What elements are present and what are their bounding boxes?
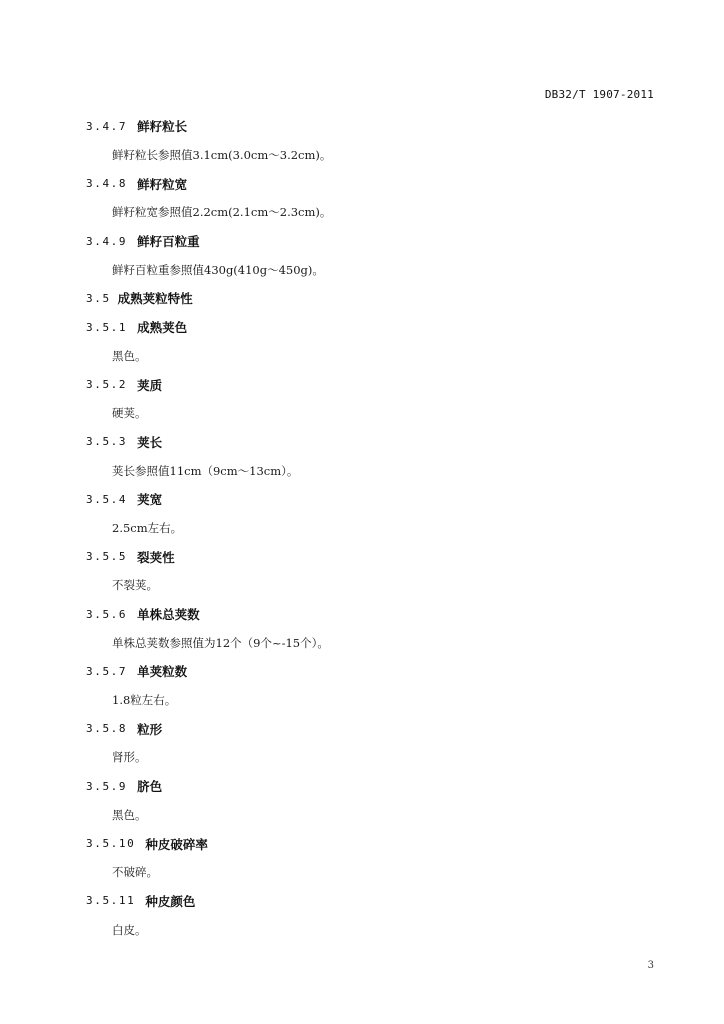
section-body-3-5-1: 黑色。 bbox=[112, 348, 147, 363]
section-number: 3.5.3 bbox=[86, 435, 128, 449]
section-number: 3.5.9 bbox=[86, 779, 128, 793]
section-title: 鲜籽粒宽 bbox=[137, 176, 188, 192]
section-title: 脐色 bbox=[137, 779, 163, 795]
section-number: 3.4.8 bbox=[86, 177, 128, 191]
section-number: 3.5 bbox=[86, 291, 111, 305]
section-heading-3-5-8 bbox=[86, 714, 666, 743]
section-title: 荚宽 bbox=[137, 492, 163, 508]
section-body-3-5-7: 1.8粒左右。 bbox=[112, 693, 177, 708]
page-number: 3 bbox=[647, 960, 654, 971]
section-title: 粒形 bbox=[137, 721, 163, 737]
section-heading-3-4-7 bbox=[86, 112, 666, 141]
section-body-3-5-5: 不裂荚。 bbox=[112, 578, 158, 593]
section-heading-3-5-7 bbox=[86, 657, 666, 686]
section-body-3-5-3: 荚长参照值11cm（9cm～13cm）。 bbox=[112, 463, 299, 478]
section-heading-3-5-2 bbox=[86, 370, 666, 399]
section-body-3-5-9: 黑色。 bbox=[112, 807, 147, 822]
section-number: 3.5.5 bbox=[86, 550, 128, 564]
section-body-3-5-10: 不破碎。 bbox=[112, 865, 158, 880]
section-body-3-5-4: 2.5cm左右。 bbox=[112, 520, 183, 535]
section-title: 鲜籽百粒重 bbox=[137, 234, 200, 250]
section-body-3-5-8: 肾形。 bbox=[112, 750, 147, 765]
section-heading-3-5-4 bbox=[86, 485, 666, 514]
section-heading-3-5-1 bbox=[86, 313, 666, 342]
section-title: 成熟荚色 bbox=[137, 320, 188, 336]
document-code-header: DB32/T 1907-2011 bbox=[544, 88, 654, 101]
section-title: 荚质 bbox=[137, 377, 163, 393]
section-title: 荚长 bbox=[137, 434, 163, 450]
section-number: 3.5.11 bbox=[86, 894, 136, 908]
section-heading-3-5-6 bbox=[86, 600, 666, 629]
section-title: 裂荚性 bbox=[137, 549, 175, 565]
section-heading-3-5-3 bbox=[86, 428, 666, 457]
section-body-3-5-11: 白皮。 bbox=[112, 922, 147, 937]
document-body bbox=[86, 112, 666, 944]
section-body-3-4-9: 鲜籽百粒重参照值430g(410g～450g)。 bbox=[112, 262, 324, 277]
section-body-3-5-2: 硬荚。 bbox=[112, 406, 147, 421]
section-heading-3-5-11 bbox=[86, 887, 666, 916]
section-title: 种皮破碎率 bbox=[145, 836, 208, 852]
section-heading-3-5 bbox=[86, 284, 666, 313]
section-title: 单荚粒数 bbox=[137, 664, 188, 680]
section-heading-3-5-5 bbox=[86, 542, 666, 571]
section-body-3-5-6: 单株总荚数参照值为12个（9个~-15个）。 bbox=[112, 635, 329, 650]
section-heading-3-5-10 bbox=[86, 829, 666, 858]
section-number: 3.5.7 bbox=[86, 664, 128, 678]
section-title: 种皮颜色 bbox=[145, 893, 196, 909]
section-number: 3.5.1 bbox=[86, 320, 128, 334]
section-number: 3.5.4 bbox=[86, 492, 128, 506]
section-number: 3.4.7 bbox=[86, 119, 128, 133]
section-title: 成熟荚粒特性 bbox=[117, 291, 193, 307]
section-number: 3.5.8 bbox=[86, 722, 128, 736]
section-title: 单株总荚数 bbox=[137, 607, 200, 623]
section-number: 3.4.9 bbox=[86, 234, 128, 248]
section-number: 3.5.6 bbox=[86, 607, 128, 621]
section-number: 3.5.2 bbox=[86, 378, 128, 392]
section-body-3-4-8: 鲜籽粒宽参照值2.2cm(2.1cm～2.3cm)。 bbox=[112, 205, 332, 220]
section-heading-3-4-9 bbox=[86, 227, 666, 256]
section-title: 鲜籽粒长 bbox=[137, 119, 188, 135]
section-heading-3-4-8 bbox=[86, 169, 666, 198]
section-heading-3-5-9 bbox=[86, 772, 666, 801]
section-body-3-4-7: 鲜籽粒长参照值3.1cm(3.0cm～3.2cm)。 bbox=[112, 148, 332, 163]
section-number: 3.5.10 bbox=[86, 837, 136, 851]
